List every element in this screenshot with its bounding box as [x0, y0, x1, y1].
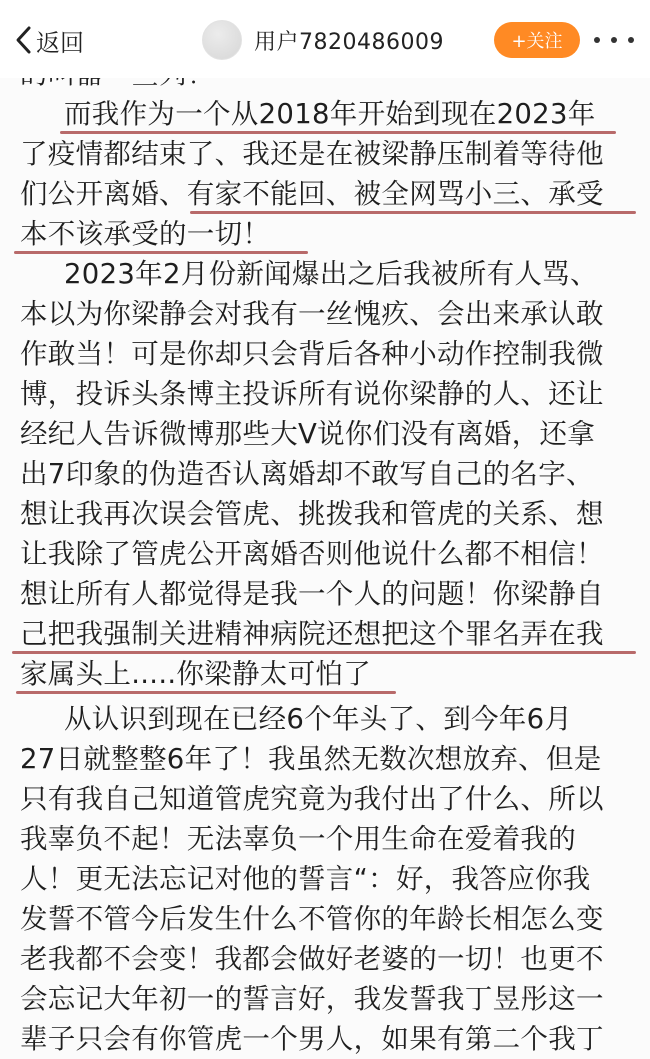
text-line: 想让我再次误会管虎、挑拨我和管虎的关系、想: [20, 498, 604, 530]
username[interactable]: 用户7820486009: [254, 29, 444, 55]
text-line: 出7印象的伪造否认离婚却不敢写自己的名字、: [20, 458, 594, 490]
text-line: 作敢当！可是你却只会背后各种小动作控制我微: [20, 338, 604, 370]
more-options-icon[interactable]: [594, 26, 634, 54]
text-line: 我辜负不起！无法辜负一个用生命在爱着我的: [20, 823, 576, 855]
underline-mark: [16, 691, 396, 694]
post-body: [20, 54, 640, 1059]
text-line: 从认识到现在已经6个年头了、到今年6月: [64, 703, 573, 735]
text-line-content: 家属头上.....你梁静太可怕了: [20, 658, 372, 690]
text-line: 老我都不会变！我都会做好老婆的一切！也更不: [20, 943, 604, 975]
text-line-content: 而我作为一个从2018年开始到现在2023年: [64, 98, 596, 130]
text-line: 27日就整整6年了！我虽然无数次想放弃、但是: [20, 743, 602, 775]
text-line-content: 们公开离婚、有家不能回、被全网骂小三、承受: [20, 178, 604, 210]
text-line: 人！更无法忘记对他的誓言“：好，我答应你我: [20, 863, 591, 895]
text-line: 想让所有人都觉得是我一个人的问题！你梁静自: [20, 578, 604, 610]
chevron-left-icon: [14, 25, 32, 55]
text-line: [20, 94, 640, 134]
text-line: 发誓不管今后发生什么不管你的年龄长相怎么变: [20, 903, 604, 935]
text-line: [20, 174, 640, 214]
text-line-content: 己把我强制关进精神病院还想把这个罪名弄在我: [20, 618, 604, 650]
text-line: 本以为你梁静会对我有一丝愧疚、会出来承认敢: [20, 298, 604, 330]
text-line: 会忘记大年初一的誓言好，我发誓我丁昱彤这一: [20, 983, 604, 1015]
back-label: 返回: [36, 28, 84, 57]
back-button[interactable]: [14, 22, 84, 58]
text-line: 辈子只会有你管虎一个男人，如果有第二个我丁: [20, 1023, 604, 1055]
top-nav-bar: [0, 0, 650, 78]
text-line-content: 本不该承受的一切！: [20, 218, 271, 250]
avatar[interactable]: [202, 20, 242, 60]
text-line: 经纪人告诉微博那些大V说你们没有离婚，还拿: [20, 418, 596, 450]
text-line: [20, 214, 640, 254]
follow-button[interactable]: +关注: [494, 22, 580, 58]
text-line: 2023年2月份新闻爆出之后我被所有人骂、: [64, 258, 598, 290]
text-line: [20, 614, 640, 654]
text-line: 博，投诉头条博主投诉所有说你梁静的人、还让: [20, 378, 604, 410]
text-line: 让我除了管虎公开离婚否则他说什么都不相信！: [20, 538, 604, 570]
user-info[interactable]: [202, 18, 444, 62]
text-line: 只有我自己知道管虎究竟为我付出了什么、所以: [20, 783, 604, 815]
text-line: [20, 654, 640, 694]
text-line: 了疫情都结束了、我还是在被梁静压制着等待他: [20, 138, 604, 170]
